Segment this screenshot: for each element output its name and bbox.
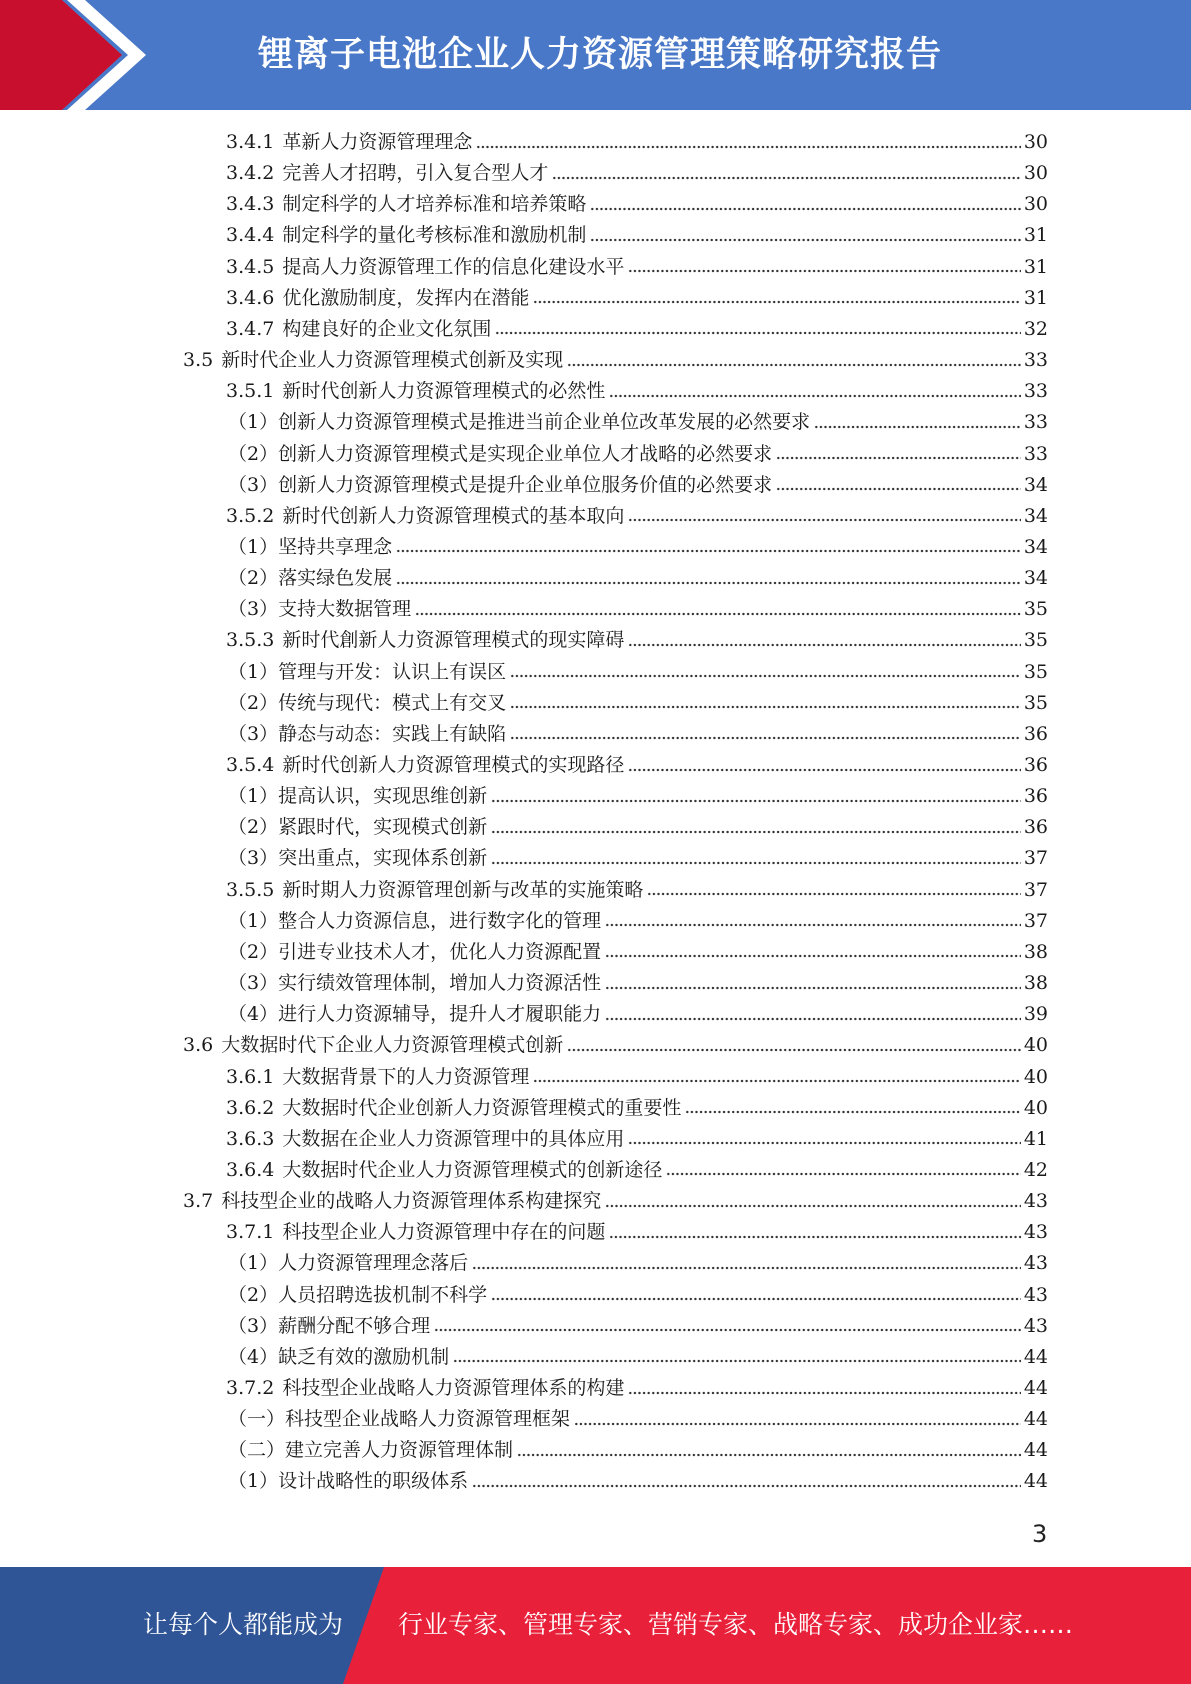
toc-dot-leader — [552, 175, 1020, 181]
toc-entry-number: （二） — [228, 1439, 286, 1462]
toc-dot-leader — [685, 1109, 1020, 1115]
toc-entry[interactable] — [226, 1217, 1048, 1248]
toc-entry-page: 42 — [1023, 1158, 1048, 1181]
toc-entry-title: 科技型企业战略人力资源管理框架 — [285, 1408, 571, 1431]
toc-dot-leader — [434, 1327, 1021, 1333]
toc-entry-page: 33 — [1023, 380, 1048, 403]
toc-entry[interactable] — [228, 563, 1048, 594]
toc-entry-number: （2） — [228, 1283, 279, 1306]
toc-entry[interactable] — [183, 1186, 1048, 1217]
toc-entry-title: 落实绿色发展 — [278, 567, 393, 590]
toc-entry-page: 36 — [1023, 816, 1048, 839]
toc-entry-page: 35 — [1023, 660, 1048, 683]
toc-entry-title: 制定科学的人才培养标准和培养策略 — [282, 193, 587, 216]
toc-entry-number: （4） — [228, 1345, 279, 1368]
toc-entry[interactable] — [226, 501, 1048, 532]
toc-entry-title: 完善人才招聘，引入复合型人才 — [282, 162, 549, 185]
toc-entry-number: 3.4.4 — [226, 224, 275, 247]
toc-entry-number: （3） — [228, 1314, 279, 1337]
toc-entry-title: 薪酬分配不够合理 — [278, 1314, 431, 1337]
toc-entry[interactable] — [226, 1124, 1048, 1155]
toc-entry-number: （4） — [228, 1003, 279, 1026]
toc-entry-number: 3.4.5 — [226, 255, 275, 278]
toc-entry-title: 整合人力资源信息，进行数字化的管理 — [278, 909, 602, 932]
toc-entry-number: 3.4.6 — [226, 286, 275, 309]
toc-entry[interactable] — [228, 968, 1048, 999]
toc-entry-title: 制定科学的量化考核标准和激励机制 — [282, 224, 587, 247]
toc-entry-page: 37 — [1023, 909, 1048, 932]
toc-entry-number: （1） — [228, 909, 279, 932]
toc-dot-leader — [628, 517, 1020, 523]
toc-entry[interactable] — [226, 1373, 1048, 1404]
toc-entry[interactable] — [228, 407, 1048, 438]
toc-entry-number: （2） — [228, 940, 279, 963]
toc-entry-number: （3） — [228, 972, 279, 995]
toc-entry[interactable] — [228, 594, 1048, 625]
toc-entry[interactable] — [226, 283, 1048, 314]
toc-entry-page: 34 — [1023, 473, 1048, 496]
toc-entry-page: 36 — [1023, 785, 1048, 808]
toc-dot-leader — [628, 642, 1020, 648]
toc-entry-title: 紧跟时代，实现模式创新 — [278, 816, 488, 839]
toc-entry[interactable] — [228, 657, 1048, 688]
toc-dot-leader — [491, 860, 1021, 866]
toc-dot-leader — [609, 393, 1020, 399]
toc-entry-title: 创新人力资源管理模式是实现企业单位人才战略的必然要求 — [278, 442, 773, 465]
toc-dot-leader — [628, 1140, 1020, 1146]
toc-entry-number: （2） — [228, 691, 279, 714]
toc-entry[interactable] — [228, 999, 1048, 1030]
toc-entry[interactable] — [228, 1248, 1048, 1279]
toc-dot-leader — [776, 486, 1021, 492]
toc-dot-leader — [590, 237, 1020, 243]
toc-entry-page: 34 — [1023, 535, 1048, 558]
toc-entry-page: 43 — [1023, 1283, 1048, 1306]
toc-dot-leader — [609, 1234, 1020, 1240]
toc-dot-leader — [605, 953, 1021, 959]
toc-entry-title: 构建良好的企业文化氛围 — [282, 317, 492, 340]
toc-entry-title: 科技型企业战略人力资源管理体系的构建 — [282, 1377, 625, 1399]
toc-dot-leader — [491, 829, 1021, 835]
toc-entry-title: 大数据背景下的人力资源管理 — [282, 1065, 530, 1088]
toc-entry-number: 3.5.2 — [226, 504, 275, 527]
toc-entry[interactable] — [228, 1435, 1048, 1466]
toc-entry-number: 3.7.1 — [226, 1221, 275, 1244]
toc-entry-title: 进行人力资源辅导，提升人才履职能力 — [278, 1003, 602, 1026]
toc-entry-number: （1） — [228, 660, 279, 683]
toc-entry-title: 大数据时代企业人力资源管理模式的创新途径 — [282, 1158, 663, 1181]
toc-entry-page: 41 — [1023, 1127, 1048, 1150]
toc-entry-number: 3.5.1 — [226, 380, 275, 403]
toc-entry[interactable] — [228, 1342, 1048, 1373]
toc-entry[interactable] — [226, 127, 1048, 158]
toc-entry-title: 管理与开发：认识上有误区 — [278, 660, 507, 683]
toc-entry-number: 3.5 — [183, 349, 214, 372]
toc-entry-page: 43 — [1023, 1190, 1048, 1213]
toc-entry[interactable] — [183, 345, 1048, 376]
toc-entry-number: （1） — [228, 785, 279, 808]
toc-entry-title: 科技型企业人力资源管理中存在的问题 — [282, 1221, 606, 1244]
toc-entry-page: 43 — [1023, 1221, 1048, 1244]
toc-dot-leader — [510, 735, 1021, 741]
toc-dot-leader — [605, 1203, 1021, 1209]
toc-entry-title: 提高人力资源管理工作的信息化建设水平 — [282, 255, 625, 278]
toc-entry[interactable] — [228, 1466, 1048, 1497]
toc-entry-page: 36 — [1023, 722, 1048, 745]
header-bar — [0, 0, 1191, 110]
toc-entry[interactable] — [226, 314, 1048, 345]
toc-entry[interactable] — [226, 189, 1048, 220]
toc-dot-leader — [567, 362, 1021, 368]
toc-entry-page: 34 — [1023, 504, 1048, 527]
toc-entry-title: 新时代創新人力资源管理模式的现实障碍 — [282, 629, 625, 652]
toc-entry-number: 3.7.2 — [226, 1377, 275, 1399]
toc-entry-title: 优化激励制度，发挥内在潜能 — [282, 286, 530, 309]
toc-entry-page: 32 — [1023, 317, 1048, 340]
toc-entry-number: （2） — [228, 816, 279, 839]
toc-entry-title: 大数据时代企业创新人力资源管理模式的重要性 — [282, 1096, 682, 1119]
toc-dot-leader — [396, 580, 1021, 586]
toc-entry-page: 38 — [1023, 940, 1048, 963]
toc-entry[interactable] — [228, 781, 1048, 812]
toc-entry[interactable] — [226, 625, 1048, 656]
toc-entry-number: 3.4.2 — [226, 162, 275, 185]
toc-dot-leader — [628, 767, 1020, 773]
toc-entry-page: 34 — [1023, 567, 1048, 590]
page-number: 3 — [1032, 1520, 1048, 1548]
toc-entry-number: 3.4.3 — [226, 193, 275, 216]
toc-entry-number: （3） — [228, 598, 279, 621]
toc-entry-title: 新时代企业人力资源管理模式创新及实现 — [221, 349, 564, 372]
toc-dot-leader — [533, 1078, 1020, 1084]
toc-entry-page: 44 — [1023, 1439, 1048, 1462]
toc-entry-title: 支持大数据管理 — [278, 598, 412, 621]
toc-entry-page: 44 — [1023, 1470, 1048, 1493]
toc-entry[interactable] — [183, 1030, 1048, 1061]
toc-entry-page: 37 — [1023, 878, 1048, 901]
toc-entry-number: 3.6.2 — [226, 1096, 275, 1119]
toc-entry-number: 3.6 — [183, 1034, 214, 1057]
toc-entry-page: 33 — [1023, 411, 1048, 434]
toc-entry-title: 革新人力资源管理理念 — [282, 131, 473, 153]
toc-entry-page: 44 — [1023, 1377, 1048, 1399]
toc-entry-page: 30 — [1023, 131, 1048, 153]
toc-entry-page: 43 — [1023, 1314, 1048, 1337]
toc-entry[interactable] — [226, 252, 1048, 283]
toc-entry-title: 静态与动态：实践上有缺陷 — [278, 722, 507, 745]
toc-entry[interactable] — [228, 719, 1048, 750]
toc-dot-leader — [666, 1171, 1020, 1177]
report-title: 锂离子电池企业人力资源管理策略研究报告 — [258, 35, 943, 75]
toc-entry-title: 建立完善人力资源管理体制 — [285, 1439, 514, 1462]
toc-entry-title: 新时代创新人力资源管理模式的必然性 — [282, 380, 606, 403]
toc-entry-title: 新时代创新人力资源管理模式的实现路径 — [282, 754, 625, 776]
toc-entry[interactable] — [226, 750, 1048, 781]
toc-entry-number: 3.5.3 — [226, 629, 275, 652]
toc-entry[interactable] — [228, 843, 1048, 874]
toc-entry-number: 3.4.7 — [226, 317, 275, 340]
toc-dot-leader — [814, 424, 1021, 430]
toc-entry-title: 提高认识，实现思维创新 — [278, 785, 488, 808]
toc-entry-page: 36 — [1023, 754, 1048, 776]
toc-entry-page: 30 — [1023, 162, 1048, 185]
toc-entry-page: 40 — [1023, 1034, 1048, 1057]
toc-entry-number: （3） — [228, 473, 279, 496]
toc-entry-title: 创新人力资源管理模式是提升企业单位服务价值的必然要求 — [278, 473, 773, 496]
toc-entry-page: 44 — [1023, 1345, 1048, 1368]
toc-dot-leader — [491, 798, 1021, 804]
toc-dot-leader — [628, 268, 1020, 274]
toc-dot-leader — [567, 1047, 1021, 1053]
toc-entry-page: 35 — [1023, 629, 1048, 652]
toc-entry-page: 30 — [1023, 193, 1048, 216]
toc-dot-leader — [590, 206, 1020, 212]
toc-entry[interactable] — [226, 220, 1048, 251]
toc-dot-leader — [605, 985, 1021, 991]
toc-dot-leader — [472, 1483, 1021, 1489]
toc-entry-title: 新时期人力资源管理创新与改革的实施策略 — [282, 878, 644, 901]
toc-entry-number: 3.6.3 — [226, 1127, 275, 1150]
toc-entry[interactable] — [228, 532, 1048, 563]
toc-dot-leader — [647, 891, 1020, 897]
toc-entry[interactable] — [228, 1404, 1048, 1435]
toc-entry-page: 40 — [1023, 1096, 1048, 1119]
toc-entry-number: （2） — [228, 442, 279, 465]
toc-dot-leader — [510, 673, 1021, 679]
toc-entry-number: 3.5.5 — [226, 878, 275, 901]
toc-dot-leader — [776, 455, 1021, 461]
toc-entry[interactable] — [228, 688, 1048, 719]
footer-slogan-right: 行业专家、管理专家、营销专家、战略专家、成功企业家…… — [398, 1610, 1074, 1639]
toc-entry[interactable] — [226, 158, 1048, 189]
toc-entry-title: 人力资源管理理念落后 — [278, 1252, 469, 1275]
toc-dot-leader — [472, 1265, 1021, 1271]
footer-banner — [0, 1567, 1191, 1684]
toc-entry-page: 35 — [1023, 691, 1048, 714]
toc-entry[interactable] — [226, 1093, 1048, 1124]
toc-entry-title: 科技型企业的战略人力资源管理体系构建探究 — [221, 1190, 602, 1213]
toc-entry-title: 传统与现代：模式上有交叉 — [278, 691, 507, 714]
toc-entry[interactable] — [228, 470, 1048, 501]
toc-entry-number: 3.4.1 — [226, 131, 275, 153]
toc-entry-number: （一） — [228, 1408, 286, 1431]
toc-entry[interactable] — [228, 906, 1048, 937]
toc-entry-page: 31 — [1023, 286, 1048, 309]
toc-entry-page: 35 — [1023, 598, 1048, 621]
toc-dot-leader — [396, 548, 1021, 554]
toc-entry-page: 31 — [1023, 224, 1048, 247]
toc-entry[interactable] — [226, 376, 1048, 407]
toc-entry[interactable] — [226, 875, 1048, 906]
toc-entry-title: 坚持共享理念 — [278, 535, 393, 558]
toc-entry[interactable] — [228, 1311, 1048, 1342]
toc-entry-title: 设计战略性的职级体系 — [278, 1470, 469, 1493]
toc-dot-leader — [517, 1452, 1021, 1458]
toc-entry-page: 31 — [1023, 255, 1048, 278]
toc-dot-leader — [605, 1016, 1021, 1022]
toc-entry-number: 3.6.1 — [226, 1065, 275, 1088]
toc-dot-leader — [533, 299, 1020, 305]
toc-entry-number: 3.7 — [183, 1190, 214, 1213]
toc-entry[interactable] — [226, 1062, 1048, 1093]
toc-entry-title: 大数据在企业人力资源管理中的具体应用 — [282, 1127, 625, 1150]
toc-dot-leader — [453, 1358, 1021, 1364]
toc-entry-page: 43 — [1023, 1252, 1048, 1275]
toc-entry[interactable] — [228, 937, 1048, 968]
toc-dot-leader — [415, 611, 1021, 617]
toc-entry-number: （1） — [228, 1252, 279, 1275]
toc-entry-page: 44 — [1023, 1408, 1048, 1431]
toc-entry[interactable] — [228, 1280, 1048, 1311]
toc-entry[interactable] — [228, 439, 1048, 470]
toc-entry-page: 39 — [1023, 1003, 1048, 1026]
toc-entry-title: 新时代创新人力资源管理模式的基本取向 — [282, 504, 625, 527]
toc-dot-leader — [510, 704, 1021, 710]
toc-entry-number: 3.5.4 — [226, 754, 275, 776]
footer-slogan-left: 让每个人都能成为 — [143, 1610, 344, 1639]
toc-entry-number: （3） — [228, 847, 279, 870]
toc-entry-number: （3） — [228, 722, 279, 745]
toc-entry-number: （2） — [228, 567, 279, 590]
toc-entry-number: （1） — [228, 411, 279, 434]
toc-entry-page: 37 — [1023, 847, 1048, 870]
toc-dot-leader — [476, 144, 1020, 150]
chevron-logo-icon — [0, 0, 160, 110]
toc-entry-title: 突出重点，实现体系创新 — [278, 847, 488, 870]
toc-entry-number: 3.6.4 — [226, 1158, 275, 1181]
toc-entry-title: 创新人力资源管理模式是推进当前企业单位改革发展的必然要求 — [278, 411, 811, 434]
toc-dot-leader — [574, 1421, 1021, 1427]
toc-entry[interactable] — [226, 1155, 1048, 1186]
toc-entry-page: 38 — [1023, 972, 1048, 995]
toc-entry-title: 人员招聘选拔机制不科学 — [278, 1283, 488, 1306]
toc-entry-page: 40 — [1023, 1065, 1048, 1088]
toc-entry-title: 实行绩效管理体制，增加人力资源活性 — [278, 972, 602, 995]
toc-entry-page: 33 — [1023, 442, 1048, 465]
toc-entry-title: 大数据时代下企业人力资源管理模式创新 — [221, 1034, 564, 1057]
toc-entry-title: 引进专业技术人才，优化人力资源配置 — [278, 940, 602, 963]
toc-entry-page: 33 — [1023, 349, 1048, 372]
toc-dot-leader — [491, 1296, 1021, 1302]
toc-entry-number: （1） — [228, 1470, 279, 1493]
toc-entry-title: 缺乏有效的激励机制 — [278, 1345, 450, 1368]
toc-dot-leader — [605, 922, 1021, 928]
toc-dot-leader — [628, 1390, 1020, 1396]
toc-dot-leader — [495, 330, 1020, 336]
toc-entry-number: （1） — [228, 535, 279, 558]
toc-entry[interactable] — [228, 812, 1048, 843]
